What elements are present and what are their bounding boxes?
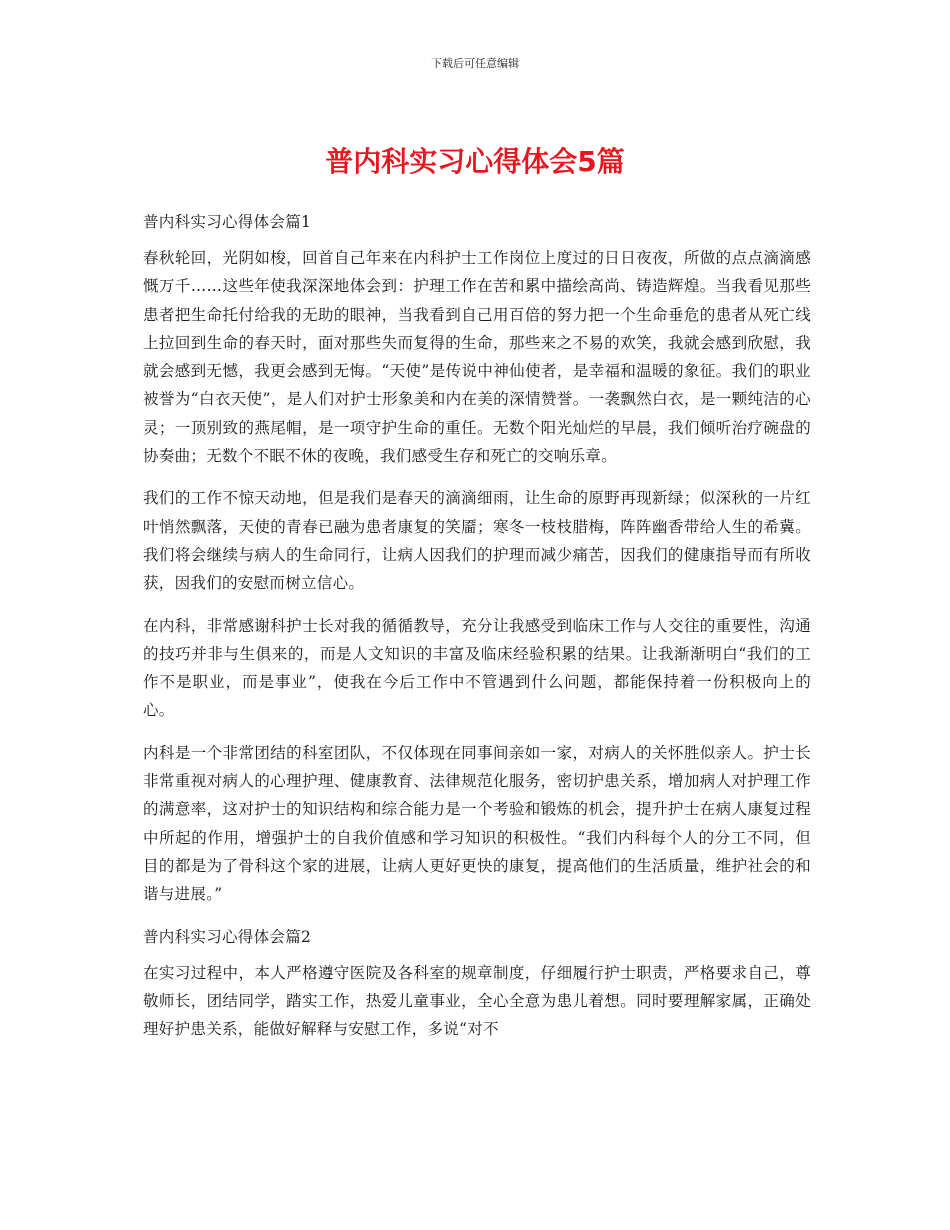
paragraph: 在实习过程中，本人严格遵守医院及各科室的规章制度，仔细履行护士职责，严格要求自己，尊敬师长，团结同学，踏实工作，热爱儿童事业，全心全意为患儿着想。同时要理解家属，正确处理好护患关系，能做好解释与安慰工作，多说“对不 <box>143 963 811 1039</box>
paragraph: 我们的工作不惊天动地，但是我们是春天的滴滴细雨，让生命的原野再现新绿；似深秋的一片红叶悄然飘落，天使的青春已融为患者康复的笑靥；寒冬一枝枝腊梅，阵阵幽香带给人生的希冀。我们将会继续与病人的生命同行，让病人因我们的护理而减少痛苦，因我们的健康指导而有所收获，因我们的安慰而树立信心。 <box>143 489 811 593</box>
document-title: 普内科实习心得体会5篇 <box>325 145 625 178</box>
paragraph: 内科是一个非常团结的科室团队，不仅体现在同事间亲如一家，对病人的关怀胜似亲人。护士长非常重视对病人的心理护理、健康教育、法律规范化服务，密切护患关系，增加病人对护理工作的满意率，这对护士的知识结构和综合能力是一个考验和锻炼的机会，提升护士在病人康复过程中所起的作用，增强护士的自我价值感和学习知识的积极性。“我们内科每个人的分工不同，但目的都是为了骨科这个家的进展，让病人更好更快的康复，提高他们的生活质量，维护社会的和谐与进展。” <box>143 743 811 904</box>
header-note: 下载后可任意编辑 <box>431 57 519 70</box>
section-heading-2: 普内科实习心得体会篇2 <box>143 927 312 946</box>
paragraph: 在内科，非常感谢科护士长对我的循循教导，充分让我感受到临床工作与人交往的重要性，沟通的技巧并非与生俱来的，而是人文知识的丰富及临床经验积累的结果。让我渐渐明白“我们的工作不是职业，而是事业”，使我在今后工作中不管遇到什么问题，都能保持着一份积极向上的心。 <box>143 616 811 720</box>
document-body <box>143 208 811 1043</box>
paragraph: 春秋轮回，光阴如梭，回首自己年来在内科护士工作岗位上度过的日日夜夜，所做的点点滴滴感慨万千……这些年使我深深地体会到：护理工作在苦和累中描绘高尚、铸造辉煌。当我看见那些患者把生命托付给我的无助的眼神，当我看到自己用百倍的努力把一个生命垂危的患者从死亡线上拉回到生命的春天时，面对那些失而复得的生命，那些来之不易的欢笑，我就会感到欣慰，我就会感到无憾，我更会感到无悔。“天使”是传说中神仙使者，是幸福和温暖的象征。我们的职业被誉为“白衣天使”，是人们对护士形象美和内在美的深情赞誉。一袭飘然白衣，是一颗纯洁的心灵；一顶别致的燕尾帽，是一项守护生命的重任。无数个阳光灿烂的早晨，我们倾听治疗碗盘的协奏曲；无数个不眠不休的夜晚，我们感受生存和死亡的交响乐章。 <box>143 249 811 466</box>
section-heading-1: 普内科实习心得体会篇1 <box>143 213 312 231</box>
